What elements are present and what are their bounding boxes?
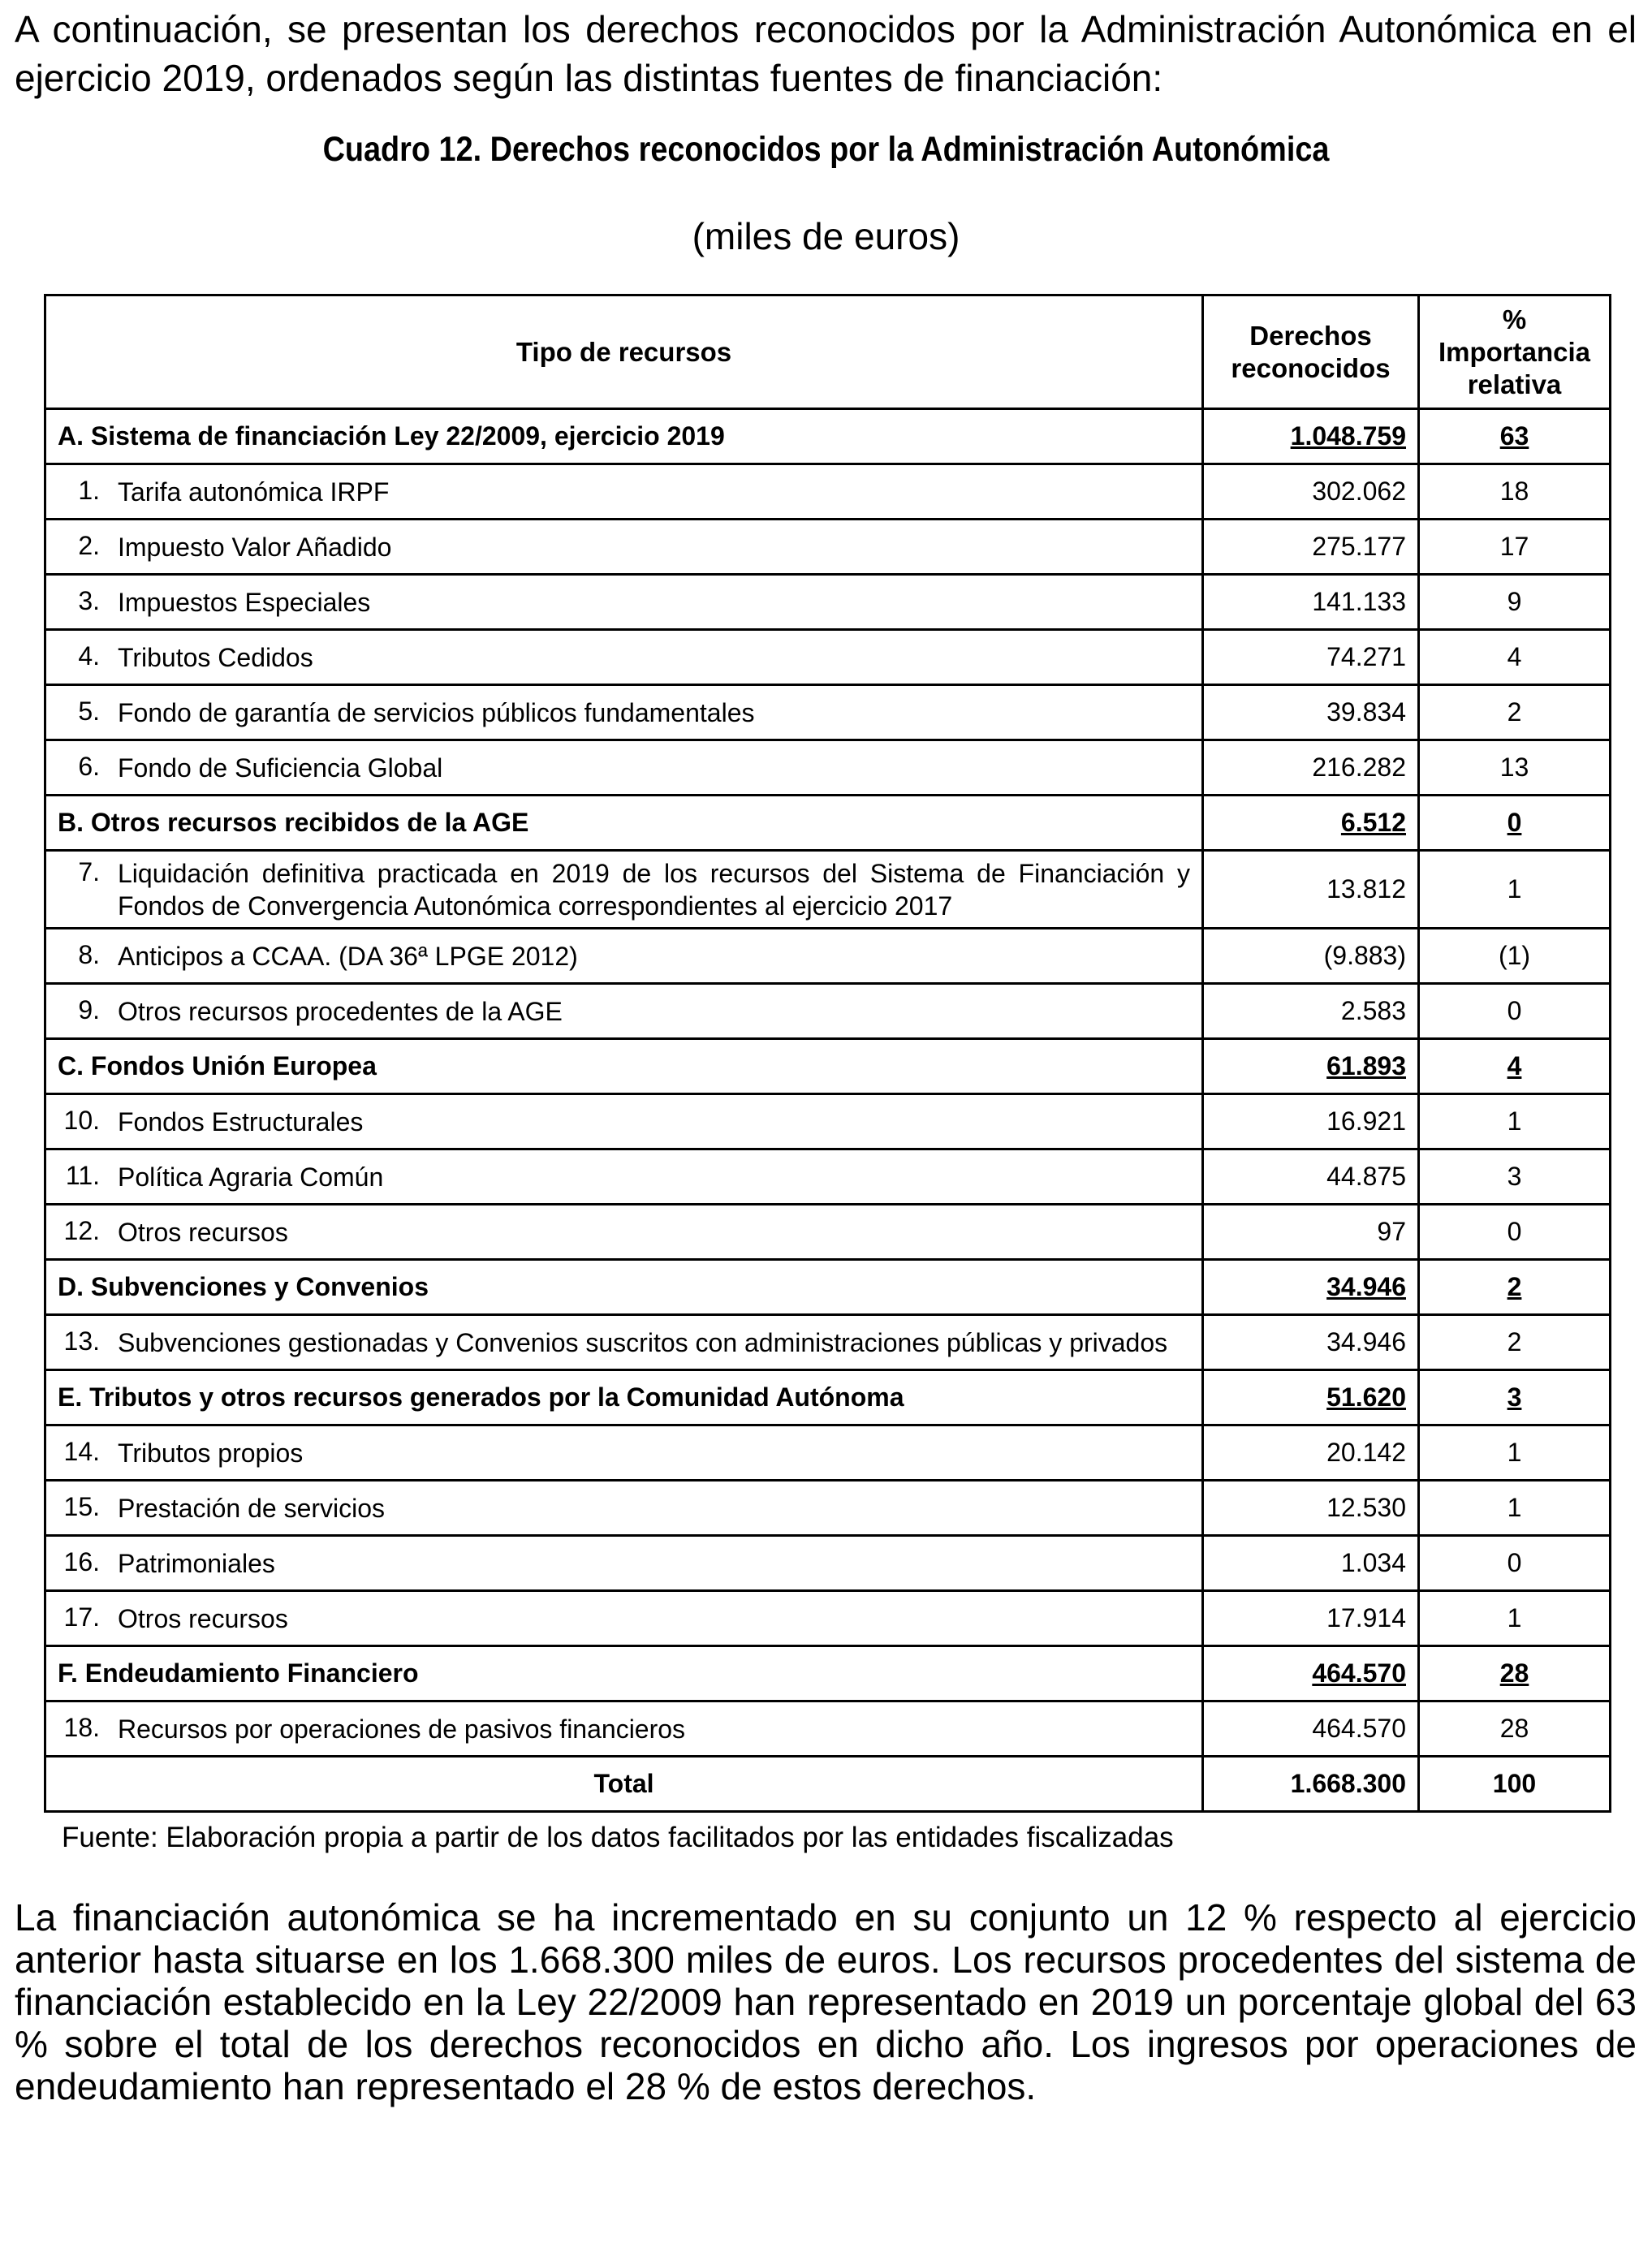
row-label: Subvenciones gestionadas y Convenios suscritos con administraciones públicas y privados [118,1327,1168,1357]
row-pct: 4 [1419,630,1611,685]
row-label: Patrimoniales [118,1548,275,1578]
row-label-cell [45,1536,1203,1591]
row-number: 9. [78,994,100,1024]
row-label-wrap [58,1492,1190,1525]
row-label-wrap [58,995,1190,1028]
row-label-wrap [58,1713,1190,1745]
row-label-cell [45,984,1203,1039]
table-row [45,1149,1611,1205]
row-label-wrap [58,586,1190,619]
table-row [45,464,1611,520]
total-row [45,1757,1611,1812]
row-label: Anticipos a CCAA. (DA 36ª LPGE 2012) [118,941,578,971]
row-label-cell [45,464,1203,520]
row-value: 34.946 [1203,1260,1419,1315]
row-pct: 0 [1419,1205,1611,1260]
row-label: Fondo de garantía de servicios públicos fundamentales [118,697,755,727]
table-title: Cuadro 12. Derechos reconocidos por la Administración Autonómica [322,130,1330,169]
row-label-wrap [58,1161,1190,1193]
row-label-wrap [58,857,1190,922]
table-row [45,1481,1611,1536]
row-number: 10. [63,1105,100,1135]
section-label: E. Tributos y otros recursos generados por la Comunidad Autónoma [45,1370,1203,1425]
row-number: 13. [63,1326,100,1356]
row-value: 141.133 [1203,575,1419,630]
row-label-cell [45,575,1203,630]
row-number: 8. [78,939,100,969]
row-label: Otros recursos [118,1603,288,1633]
table-units: (miles de euros) [692,215,960,257]
table-row [45,1315,1611,1370]
row-number: 12. [63,1215,100,1245]
row-label: Otros recursos [118,1217,288,1247]
row-value: 275.177 [1203,520,1419,575]
row-pct: (1) [1419,929,1611,984]
row-number: 16. [63,1546,100,1576]
table-row [45,520,1611,575]
row-value: 34.946 [1203,1315,1419,1370]
row-label-wrap [58,531,1190,563]
row-label-wrap [58,1106,1190,1138]
header-derechos: Derechos reconocidos [1203,295,1419,409]
row-value: 12.530 [1203,1481,1419,1536]
row-pct: 17 [1419,520,1611,575]
row-value: 16.921 [1203,1094,1419,1149]
row-number: 5. [78,696,100,726]
table-row [45,1205,1611,1260]
total-pct: 100 [1419,1757,1611,1812]
section-label: B. Otros recursos recibidos de la AGE [45,796,1203,851]
row-pct: 4 [1419,1039,1611,1094]
row-value: 44.875 [1203,1149,1419,1205]
row-pct: 13 [1419,740,1611,796]
row-value: 74.271 [1203,630,1419,685]
intro-paragraph: A continuación, se presentan los derechos reconocidos por la Administración Autonómica en el ejercicio 2019, ordenados según las distintas fuentes de financiación: [15,8,1637,99]
header-importancia: % Importancia relativa [1419,295,1611,409]
row-pct: 9 [1419,575,1611,630]
closing-paragraph: La financiación autonómica se ha incrementado en su conjunto un 12 % respecto al ejercicio anterior hasta situarse en los 1.668.300 miles de euros. Los recursos procedentes del sistema de financiación establecido en la Ley 22/2009 han representado en 2019 un porcentaje global del 63 % sobre el total de los derechos reconocidos en dicho año. Los ingresos por operaciones de endeudamiento han representado el 28 % de estos derechos. [15,1896,1637,2107]
row-label-cell [45,1205,1203,1260]
row-pct: 3 [1419,1149,1611,1205]
table-row [45,1425,1611,1481]
row-label-wrap [58,476,1190,508]
row-pct: 2 [1419,1315,1611,1370]
row-value: 464.570 [1203,1646,1419,1701]
row-number: 14. [63,1436,100,1466]
table-row [45,1701,1611,1757]
row-label-cell [45,740,1203,796]
row-label: Tributos Cedidos [118,642,313,672]
table-row [45,575,1611,630]
section-row [45,1039,1611,1094]
table-row [45,1536,1611,1591]
row-label-cell [45,1425,1203,1481]
row-number: 18. [63,1712,100,1742]
row-value: 464.570 [1203,1701,1419,1757]
row-value: 1.034 [1203,1536,1419,1591]
table-row [45,851,1611,929]
section-row [45,1370,1611,1425]
section-row [45,796,1611,851]
row-pct: 0 [1419,984,1611,1039]
row-pct: 63 [1419,409,1611,464]
row-label: Impuestos Especiales [118,587,371,617]
row-value: 97 [1203,1205,1419,1260]
row-label-wrap [58,1547,1190,1580]
row-label-cell [45,630,1203,685]
row-value: 61.893 [1203,1039,1419,1094]
row-number: 11. [65,1160,100,1190]
row-number: 7. [78,856,100,886]
row-number: 2. [78,530,100,560]
row-label: Fondos Estructurales [118,1106,364,1136]
row-pct: 3 [1419,1370,1611,1425]
row-label-cell [45,1094,1203,1149]
row-pct: 28 [1419,1646,1611,1701]
row-label: Liquidación definitiva practicada en 2019 de los recursos del Sistema de Financiación y Fondos de Convergencia Autonómica correspondientes al ejercicio 2017 [118,858,1190,921]
row-label-cell [45,851,1203,929]
row-label-cell [45,1701,1203,1757]
row-value: 20.142 [1203,1425,1419,1481]
row-pct: 1 [1419,851,1611,929]
row-label-wrap [58,1326,1190,1359]
row-label-wrap [58,1602,1190,1635]
table-row [45,929,1611,984]
header-tipo: Tipo de recursos [45,295,1203,409]
row-pct: 0 [1419,796,1611,851]
row-label-wrap [58,1437,1190,1469]
section-label: C. Fondos Unión Europea [45,1039,1203,1094]
row-label: Recursos por operaciones de pasivos financieros [118,1714,686,1744]
row-label-wrap [58,940,1190,973]
section-label: F. Endeudamiento Financiero [45,1646,1203,1701]
row-label: Fondo de Suficiencia Global [118,753,443,783]
row-pct: 28 [1419,1701,1611,1757]
row-label-cell [45,1591,1203,1646]
row-label: Prestación de servicios [118,1493,386,1523]
row-number: 6. [78,751,100,781]
section-label: D. Subvenciones y Convenios [45,1260,1203,1315]
row-label-wrap [58,697,1190,729]
row-value: 51.620 [1203,1370,1419,1425]
row-pct: 1 [1419,1591,1611,1646]
row-pct: 1 [1419,1094,1611,1149]
row-number: 1. [78,475,100,505]
row-label: Tarifa autonómica IRPF [118,477,390,507]
row-label-cell [45,685,1203,740]
row-number: 15. [63,1491,100,1521]
total-value: 1.668.300 [1203,1757,1419,1812]
row-label-cell [45,1315,1203,1370]
row-number: 4. [78,640,100,671]
row-value: 2.583 [1203,984,1419,1039]
table-row [45,984,1611,1039]
section-row [45,409,1611,464]
row-value: (9.883) [1203,929,1419,984]
table-row [45,685,1611,740]
table-row [45,1591,1611,1646]
row-value: 216.282 [1203,740,1419,796]
row-label: Impuesto Valor Añadido [118,532,392,562]
row-pct: 18 [1419,464,1611,520]
row-label-cell [45,1481,1203,1536]
row-label-wrap [58,1216,1190,1249]
total-label: Total [45,1757,1203,1812]
table-body [45,409,1611,1757]
row-value: 302.062 [1203,464,1419,520]
section-row [45,1260,1611,1315]
table-header-row [45,295,1611,409]
table-row [45,740,1611,796]
row-number: 17. [63,1602,100,1632]
row-value: 13.812 [1203,851,1419,929]
row-pct: 1 [1419,1481,1611,1536]
row-value: 17.914 [1203,1591,1419,1646]
row-pct: 2 [1419,1260,1611,1315]
row-number: 3. [78,585,100,615]
row-value: 1.048.759 [1203,409,1419,464]
rights-table [44,294,1611,1813]
row-value: 6.512 [1203,796,1419,851]
row-label-wrap [58,752,1190,784]
row-pct: 1 [1419,1425,1611,1481]
section-row [45,1646,1611,1701]
section-label: A. Sistema de financiación Ley 22/2009, ejercicio 2019 [45,409,1203,464]
row-label-cell [45,1149,1203,1205]
row-label: Tributos propios [118,1438,304,1468]
source-note: Fuente: Elaboración propia a partir de los datos facilitados por las entidades fiscalizadas [62,1822,1174,1853]
row-pct: 0 [1419,1536,1611,1591]
table-row [45,1094,1611,1149]
row-label: Otros recursos procedentes de la AGE [118,996,563,1026]
row-value: 39.834 [1203,685,1419,740]
row-pct: 2 [1419,685,1611,740]
row-label-cell [45,929,1203,984]
row-label-wrap [58,641,1190,674]
row-label-cell [45,520,1203,575]
row-label: Política Agraria Común [118,1162,384,1192]
table-row [45,630,1611,685]
